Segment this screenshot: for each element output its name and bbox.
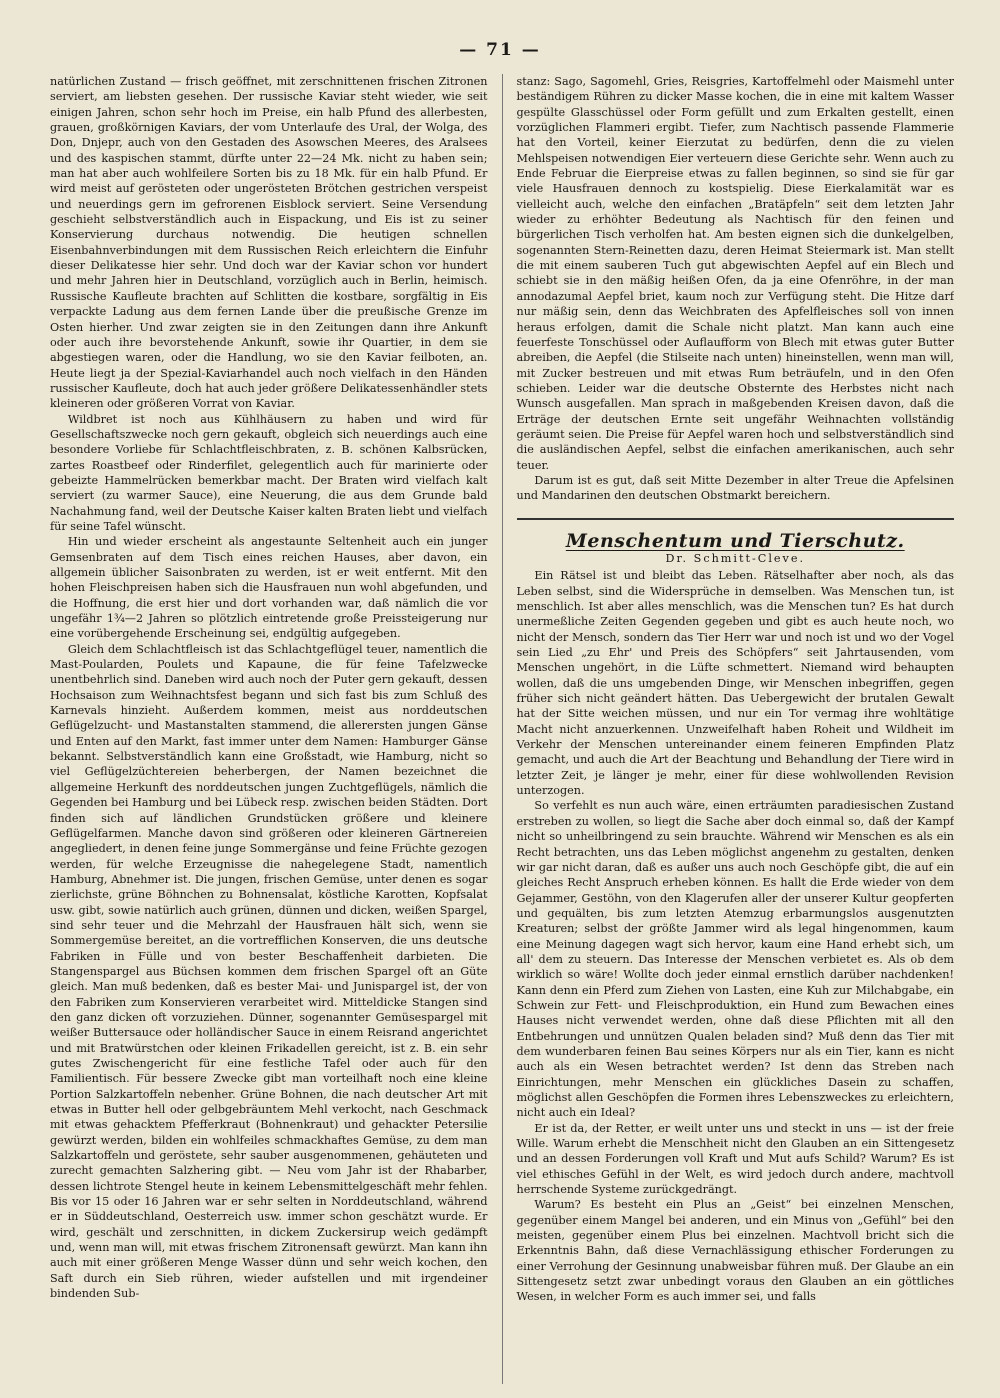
paragraph: Gleich dem Schlachtfleisch ist das Schlachtgeflügel teuer, namentlich die Mast-Poularden, Poulets und Kapaune, die für feine Tafelzwecke unentbehrlich sind. Daneben wird auch noch der Puter gern gekauft, dessen Hochsaison zum Weihnachtsfest begann und sich fast bis zum Schluß des Karnevals hinzieht. Außerdem kommen, meist aus norddeutschen Geflügelzucht- und Mastanstalten stammend, die allerersten jungen Gänse und Enten auf den Markt, fast immer unter dem Namen: Hamburger Gänse bekannt. Selbstverständlich kann eine Großstadt, wie Hamburg, nicht so viel Geflügelzüchtereien beherbergen, der Namen bezeichnet die allgemeine Herkunft des norddeutschen jungen Zuchtgeflügels, nämlich die Gegenden bei Hamburg und bei Lübeck resp. zwischen beiden Städten. Dort finden sich auf ländlichen Grundstücken größere und kleinere Geflügelfarmen. Manche davon sind größeren oder kleineren Gärtnereien angegliedert, in denen feine junge Sommergänse und feine Früchte gezogen werden, für welche Erzeugnisse die nahegelegene Stadt, namentlich Hamburg, Abnehmer ist. Die jungen, frischen Gemüse, unter denen es sogar zierlichste, grüne Böhnchen zu Bohnensalat, köstliche Karotten, Kopfsalat usw. gibt, sowie natürlich auch grünen, dünnen und dicken, weißen Spargel, sind sehr teuer und die Mehrzahl der Hausfrauen hält sich, wenn sie Sommergemüse bereitet, an die vortrefflichen Konserven, die uns deutsche Fabriken in Fülle und von bester Beschaffenheit darbieten. Die Stangenspargel aus Büchsen kommen dem frischen Spargel oft an Güte gleich. Man muß bedenken, daß es bester Mai- und Junispargel ist, der von den Fabriken zum Konservieren verarbeitet wird. Mitteldicke Stangen sind den ganz dicken oft vorzuziehen. Dünner, sogenannter Gemüsespargel mit weißer Buttersauce oder holländischer Sauce in einem Reisrand angerichtet und mit Bratwürstchen oder kleinen Frikadellen gereicht, ist z. B. ein sehr gutes Zwischengericht für eine festliche Tafel oder auch für den Familientisch. Für bessere Zwecke gibt man vorteilhaft noch eine kleine Portion Salzkartoffeln nebenher. Grüne Bohnen, die nach deutscher Art mit etwas in Butter hell oder gelbgebräuntem Mehl verkocht, nach Geschmack mit etwas gehacktem Pfefferkraut (Bohnenkraut) und gehackter Petersilie gewürzt werden, bilden ein wohlfeiles schmackhaftes Gemüse, zu dem man Salzkartoffeln und geröstete, sehr sauber ausgenommenen, gehäuteten und zurecht gemachten Salzhering gibt. — Neu vom Jahr ist der Rhabarber, dessen lichtrote Stengel heute in keinem Lebensmittelgeschäft mehr fehlen. Bis vor 15 oder 16 Jahren war er sehr selten in Norddeutschland, während er in Süddeutschland, Oesterreich usw. immer schon geschätzt wurde. Er wird, geschält und zerschnitten, in dickem Zuckersirup weich gedämpft und, wenn man will, mit etwas frischem Zitronensaft gewürzt. Man kann ihn auch mit einer größeren Menge Wasser dünn und sehr weich kochen, den Saft durch ein Sieb rühren, wieder aufstellen und mit irgendeiner bindenden Sub-	[50, 642, 488, 1301]
paragraph: Ein Rätsel ist und bleibt das Leben. Rätselhafter aber noch, als das Leben selbst, sind die Widersprüche in demselben. Was Menschen tun, ist menschlich. Ist aber alles menschlich, was die Menschen tun? Es hat durch unermeßliche Zeiten Gegenden gegeben und gibt es auch heute noch, wo nicht der Mensch, sondern das Tier Herr war und noch ist und wo der Vogel sein Lied „zu Ehr' und Preis des Schöpfers“ seit Jahrtausenden, vom Menschen ungehört, in die Lüfte schmettert. Niemand wird behaupten wollen, daß die uns umgebenden Dinge, wir Menschen inbegriffen, gegen früher sich nicht geändert hätten. Das Uebergewicht der brutalen Gewalt hat der Sitte weichen müssen, und nur ein Tor vermag ihre wohltätige Macht nicht anzuerkennen. Unzweifelhaft haben Roheit und Wildheit im Verkehr der Menschen untereinander einem feineren Empfinden Platz gemacht, und auch die Art der Beachtung und Behandlung der Tiere wird in letzter Zeit, je länger je mehr, einer für diese wohlwollenden Revision unterzogen.	[516, 569, 954, 798]
paragraph: Darum ist es gut, daß seit Mitte Dezember in alter Treue die Apfelsinen und Mandarinen den deutschen Obstmarkt bereichern.	[516, 473, 954, 503]
article-headline: Menschentum und Tierschutz.	[565, 529, 905, 552]
paragraph: So verfehlt es nun auch wäre, einen erträumten paradiesischen Zustand erstreben zu wollen, so liegt die Sache aber doch einmal so, daß der Kampf nicht so unheilbringend zu sein brauchte. Während wir Menschen es als ein Recht betrachten, uns das Leben möglichst angenehm zu gestalten, denken wir gar nicht daran, daß es außer uns auch noch Geschöpfe gibt, die auf ein gleiches Recht Anspruch erheben können. Es hallt die Erde wieder von dem Gejammer, Gestöhn, von den Klagerufen aller der unserer Kultur geopferten und gequälten, bis zum letzten Atemzug erbarmungslos ausgenutzten Kreaturen; selbst der größte Jammer wird als legal hingenommen, kaum eine Meinung dagegen wagt sich hervor, kaum eine Hand erhebt sich, um all' dem zu steuern. Das Interesse der Menschen verbietet es. Als ob dem wirklich so wäre! Wollte doch jeder einmal ernstlich darüber nachdenken! Kann denn ein Pferd zum Ziehen von Lasten, eine Kuh zur Milchabgabe, ein Schwein zur Fett- und Fleischproduktion, ein Hund zum Bewachen eines Hauses nicht verwendet werden, ohne daß diese Pflichten mit all den Entbehrungen und unnützen Qualen beladen sind? Muß denn das Tier mit dem wunderbaren feinen Bau seines Körpers nur als ein Tier, kann es nicht auch als ein Wesen betrachtet werden? Ist denn das Streben nach Einrichtungen, mehr Menschen ein glückliches Dasein zu schaffen, möglichst allen Geschöpfen die Formen ihres Lebenszweckes zu erleichtern, nicht auch ein Ideal?	[516, 799, 954, 1120]
right-column	[502, 74, 955, 1384]
article-author: Dr. Schmitt-Cleve.	[665, 551, 806, 565]
left-column	[50, 74, 502, 1384]
page-number: — 71 —	[459, 40, 541, 60]
paragraph: Warum? Es besteht ein Plus an „Geist“ bei einzelnen Menschen, gegenüber einem Mangel bei anderen, und ein Minus von „Gefühl“ bei den meisten, gegenüber einem Plus bei einzelnen. Machtvoll bricht sich die Erkenntnis Bahn, daß diese Vernachlässigung ethischer Forderungen zu einer Verrohung der Gesinnung unabweisbar führen muß. Der Glaube an ein Sittengesetz setzt zwar unbedingt voraus den Glauben an ein göttliches Wesen, in welcher Form es auch immer sei, und falls	[516, 1198, 954, 1304]
paragraph: Hin und wieder erscheint als angestaunte Seltenheit auch ein junger Gemsenbraten auf dem Tisch eines reichen Hauses, aber davon, ein allgemein üblicher Saisonbraten zu werden, ist er weit entfernt. Mit den hohen Fleischpreisen haben sich die Hausfrauen nun wohl abgefunden, und die Hoffnung, die erst hier und dort vorhanden war, daß nämlich die vor ungefähr 1¾—2 Jahren so plötzlich eintretende große Preissteigerung nur eine vorübergehende Erscheinung sei, endgültig aufgegeben.	[50, 535, 488, 641]
article-divider	[517, 518, 955, 520]
paragraph: Er ist da, der Retter, er weilt unter uns und steckt in uns — ist der freie Wille. Warum erhebt die Menschheit nicht den Glauben an ein Sittengesetz und an dessen Forderungen voll Kraft und Mut aufs Schild? Warum? Es ist viel ethisches Gefühl in der Welt, es wird jedoch durch andere, machtvoll herrschende Systeme zurückgedrängt.	[516, 1121, 954, 1197]
paragraph: stanz: Sago, Sagomehl, Gries, Reisgries, Kartoffelmehl oder Maismehl unter beständigem Rühren zu dicker Masse kochen, die in eine mit kaltem Wasser gespülte Glasschüssel oder Form gefüllt und zum Erkalten gestellt, einen vorzüglichen Flammeri ergibt. Tiefer, zum Nachtisch passende Flammerie hat den Vorteil, keiner Eierzutat zu bedürfen, denn die zu vielen Mehlspeisen notwendigen Eier verteuern diese Gerichte sehr. Wenn auch zu Ende Februar die Eierpreise etwas zu fallen beginnen, so sind sie für gar viele Hausfrauen dennoch zu kostspielig. Diese Eierkalamität war es vielleicht auch, welche den einfachen „Bratäpfeln“ seit dem letzten Jahr wieder zu erhöhter Bedeutung als Nachtisch für den feinen und bürgerlichen Tisch verholfen hat. Am besten eignen sich die dunkelgelben, sogenannten Stern-Reinetten dazu, deren Heimat Steiermark ist. Man stellt die mit einem sauberen Tuch gut abgewischten Aepfel auf ein Blech und schiebt sie in den mäßig heißen Ofen, da ja eine Ofenröhre, in der man annodazumal Aepfel briet, kaum noch zur Verfügung steht. Die Hitze darf nur mäßig sein, denn das Weichbraten des Apfelfleisches soll von innen heraus erfolgen, damit die Schale nicht platzt. Man kann auch eine feuerfeste Tonschüssel oder Auflaufform von Blech mit etwas guter Butter abreiben, die Aepfel (die Stilseite nach unten) hineinstellen, wenn man will, mit Zucker bestreuen und mit etwas Rum beträufeln, und in den Ofen schieben. Leider war die deutsche Obsternte des Herbstes nicht nach Wunsch ausgefallen. Man sprach in maßgebenden Kreisen davon, daß die Erträge der deutschen Ernte seit ungefähr Weihnachten vollständig geräumt seien. Die Preise für Aepfel waren hoch und selbstverständlich sind die ausländischen Aepfel, selbst die einfachen amerikanischen, auch sehr teuer.	[516, 75, 954, 472]
paragraph: natürlichen Zustand — frisch geöffnet, mit zerschnittenen frischen Zitronen serviert, am liebsten gesehen. Der russische Kaviar steht wieder, wie seit einigen Jahren, schon sehr hoch im Preise, ein halb Pfund des allerbesten, grauen, großkörnigen Kaviars, der vom Unterlaufe des Ural, der Wolga, des Don, Dnjepr, auch von den Gestaden des Asowschen Meeres, des Aralsees und des kaspischen stammt, dürfte unter 22—24 Mk. nicht zu haben sein; man hat aber auch wohlfeilere Sorten bis zu 18 Mk. für ein halb Pfund. Er wird meist auf gerösteten oder ungerösteten Brötchen gestrichen verspeist und neuerdings gern im gefrorenen Eisblock serviert. Seine Versendung geschieht selbstverständlich auch in Eispackung, und Eis ist zu seiner Konservierung durchaus notwendig. Die heutigen schnellen Eisenbahnverbindungen mit dem Russischen Reich erleichtern die Einfuhr dieser Delikatesse hier sehr. Und doch war der Kaviar schon vor hundert und mehr Jahren hier in Deutschland, vorzüglich auch in Berlin, heimisch. Russische Kaufleute brachten auf Schlitten die kostbare, sorgfältig in Eis verpackte Ladung aus dem fernen Lande über die preußische Grenze im Osten hierher. Und zwar zeigten sie in den Zeitungen dann ihre Ankunft oder auch ihre bevorstehende Ankunft, sowie ihr Quartier, in dem sie abgestiegen waren, oder die Handlung, wo sie den Kaviar feilboten, an. Heute liegt ja der Spezial-Kaviarhandel auch noch vielfach in den Händen russischer Kaufleute, doch hat auch jeder größere Delikatessenhändler stets kleineren oder größeren Vorrat von Kaviar.	[50, 75, 488, 411]
two-column-layout	[50, 74, 954, 1384]
paragraph: Wildbret ist noch aus Kühlhäusern zu haben und wird für Gesellschaftszwecke noch gern gekauft, obgleich sich neuerdings auch eine besondere Vorliebe für Schlachtfleischbraten, z. B. schönen Kalbsrücken, zartes Roastbeef oder Rinderfilet, gelegentlich auch für marinierte oder gebeizte Hammelrücken bemerkbar macht. Der Braten wird vielfach kalt serviert (zu warmer Sauce), eine Neuerung, die aus dem Grunde bald Nachahmung fand, weil der Deutsche Kaiser kalten Braten liebt und vielfach für seine Tafel wünscht.	[50, 412, 488, 533]
